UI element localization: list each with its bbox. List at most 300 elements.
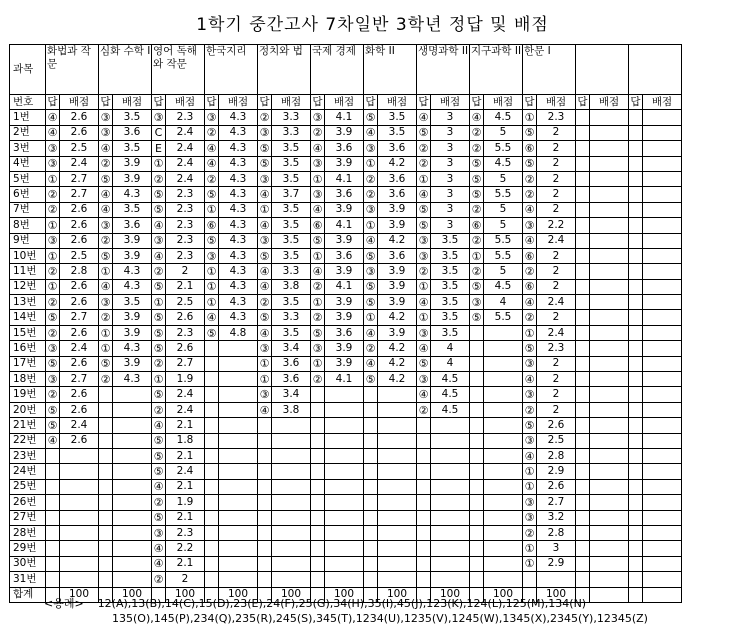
score-cell	[643, 433, 682, 448]
table-row	[10, 372, 682, 387]
answer-cell	[470, 495, 484, 510]
score-cell: 2.4	[537, 325, 576, 340]
answer-cell: ①	[99, 341, 113, 356]
score-cell: 3.9	[325, 125, 364, 140]
score-cell	[643, 141, 682, 156]
answer-cell	[258, 495, 272, 510]
answer-cell	[629, 448, 643, 463]
answer-cell: ①	[523, 556, 537, 571]
score-cell	[60, 510, 99, 525]
score-cell	[325, 448, 364, 463]
answer-cell: ⑥	[523, 279, 537, 294]
score-cell	[219, 387, 258, 402]
table-row	[10, 556, 682, 571]
answer-column-header: 답	[470, 95, 484, 110]
answer-cell: ⑤	[364, 279, 378, 294]
score-cell: 2.6	[60, 125, 99, 140]
score-cell	[378, 510, 417, 525]
question-number: 22번	[10, 433, 46, 448]
score-cell	[643, 556, 682, 571]
answer-cell: ④	[258, 325, 272, 340]
score-cell: 4.8	[219, 325, 258, 340]
answer-cell: ③	[364, 202, 378, 217]
score-cell: 4.3	[219, 110, 258, 125]
score-cell: 4.2	[378, 156, 417, 171]
score-column-header: 배점	[590, 95, 629, 110]
question-number: 10번	[10, 248, 46, 263]
score-cell: 3.5	[431, 248, 470, 263]
score-cell: 4.3	[113, 279, 152, 294]
score-cell: 3.6	[272, 356, 311, 371]
question-number: 9번	[10, 233, 46, 248]
subject-header-row	[10, 45, 682, 95]
score-cell: 3.3	[272, 264, 311, 279]
score-cell	[60, 525, 99, 540]
score-cell: 3.9	[378, 218, 417, 233]
score-cell: 5	[484, 125, 523, 140]
score-cell	[431, 525, 470, 540]
score-cell: 4.3	[219, 233, 258, 248]
answer-cell: ②	[46, 202, 60, 217]
answer-cell: ①	[523, 110, 537, 125]
total-value	[643, 587, 682, 602]
score-cell: 2.6	[60, 325, 99, 340]
answer-cell	[205, 341, 219, 356]
score-cell	[590, 464, 629, 479]
answer-cell: ③	[311, 156, 325, 171]
score-cell: 2.2	[166, 541, 205, 556]
score-cell	[643, 156, 682, 171]
score-cell	[484, 525, 523, 540]
score-cell	[590, 479, 629, 494]
score-cell	[643, 495, 682, 510]
answer-cell	[311, 448, 325, 463]
score-cell	[484, 418, 523, 433]
score-cell: 3.5	[272, 171, 311, 186]
answer-cell	[205, 510, 219, 525]
answer-cell: ⑤	[152, 448, 166, 463]
answer-cell	[576, 372, 590, 387]
score-cell: 2.4	[166, 464, 205, 479]
answer-column-header: 답	[46, 95, 60, 110]
answer-column-header: 답	[629, 95, 643, 110]
answer-cell: ④	[99, 187, 113, 202]
score-cell: 3.5	[431, 264, 470, 279]
answer-cell	[576, 433, 590, 448]
score-cell: 3	[431, 202, 470, 217]
score-cell	[272, 572, 311, 587]
answer-cell	[258, 464, 272, 479]
answer-cell: ②	[523, 171, 537, 186]
answer-cell: ③	[99, 218, 113, 233]
answer-cell	[576, 187, 590, 202]
answer-cell	[311, 387, 325, 402]
answer-cell: ①	[205, 295, 219, 310]
score-cell	[643, 479, 682, 494]
score-cell: 5	[484, 171, 523, 186]
score-cell	[590, 295, 629, 310]
answer-cell: ⑤	[470, 279, 484, 294]
score-cell	[484, 356, 523, 371]
answer-cell: ②	[205, 125, 219, 140]
score-cell	[378, 572, 417, 587]
score-cell: 3.6	[325, 325, 364, 340]
table-row	[10, 433, 682, 448]
table-row	[10, 495, 682, 510]
answer-cell: ②	[470, 233, 484, 248]
score-cell: 3.5	[272, 233, 311, 248]
answer-cell: ⑤	[205, 233, 219, 248]
score-cell	[219, 556, 258, 571]
answer-cell: ③	[311, 187, 325, 202]
table-row	[10, 218, 682, 233]
table-row	[10, 510, 682, 525]
answer-cell: ③	[523, 218, 537, 233]
table-row	[10, 264, 682, 279]
score-cell	[60, 479, 99, 494]
answer-cell	[629, 341, 643, 356]
question-number: 23번	[10, 448, 46, 463]
score-cell: 2	[537, 202, 576, 217]
score-cell: 3.5	[272, 202, 311, 217]
answer-cell: ②	[523, 187, 537, 202]
answer-cell: ②	[46, 325, 60, 340]
score-cell: 2.3	[166, 248, 205, 263]
answer-cell	[629, 110, 643, 125]
score-cell: 4.5	[431, 402, 470, 417]
subject-header	[576, 45, 629, 95]
answer-cell: ④	[152, 218, 166, 233]
answer-cell: ④	[417, 341, 431, 356]
table-row	[10, 541, 682, 556]
table-row	[10, 418, 682, 433]
answer-cell: ③	[152, 110, 166, 125]
answer-cell	[311, 556, 325, 571]
score-cell: 2.1	[166, 479, 205, 494]
subject-header	[629, 45, 682, 95]
score-cell: 3.9	[378, 202, 417, 217]
score-cell	[643, 387, 682, 402]
subject-column-label: 과목	[10, 45, 46, 95]
score-cell: 3	[431, 218, 470, 233]
score-cell	[643, 341, 682, 356]
answer-cell: ①	[46, 279, 60, 294]
score-cell: 5.5	[484, 233, 523, 248]
answer-cell	[576, 448, 590, 463]
answer-cell	[99, 495, 113, 510]
score-cell: 2.3	[166, 187, 205, 202]
answer-cell: ⑤	[417, 202, 431, 217]
answer-cell: ⑤	[46, 402, 60, 417]
answer-cell	[46, 479, 60, 494]
table-row	[10, 202, 682, 217]
answer-cell: ⑥	[311, 218, 325, 233]
score-cell	[272, 541, 311, 556]
score-cell: 3.5	[272, 248, 311, 263]
answer-cell: C	[152, 125, 166, 140]
score-cell	[113, 387, 152, 402]
score-cell	[590, 433, 629, 448]
question-number: 17번	[10, 356, 46, 371]
answer-cell: ④	[523, 202, 537, 217]
answer-cell: ①	[205, 202, 219, 217]
answer-cell: ⑥	[523, 248, 537, 263]
answer-cell	[576, 218, 590, 233]
score-cell: 3.9	[325, 202, 364, 217]
table-row	[10, 110, 682, 125]
score-cell: 3.5	[272, 325, 311, 340]
score-cell: 2.5	[537, 433, 576, 448]
answer-cell	[576, 356, 590, 371]
score-cell: 2.7	[537, 495, 576, 510]
score-cell	[643, 233, 682, 248]
score-cell: 2.3	[166, 233, 205, 248]
score-cell	[643, 448, 682, 463]
answer-cell	[258, 448, 272, 463]
score-cell: 4	[431, 356, 470, 371]
score-cell	[590, 372, 629, 387]
answer-cell: ④	[523, 295, 537, 310]
answer-cell	[576, 495, 590, 510]
question-number: 26번	[10, 495, 46, 510]
score-cell: 2.4	[166, 171, 205, 186]
answer-cell: ②	[99, 310, 113, 325]
answer-cell: ④	[152, 556, 166, 571]
score-cell: 4.1	[325, 110, 364, 125]
answer-cell	[576, 572, 590, 587]
score-cell: 2.3	[166, 110, 205, 125]
score-cell	[219, 510, 258, 525]
table-row	[10, 171, 682, 186]
score-cell	[590, 233, 629, 248]
table-row	[10, 248, 682, 263]
score-cell: 4.2	[378, 233, 417, 248]
answer-cell: ②	[46, 295, 60, 310]
answer-cell	[205, 356, 219, 371]
score-cell: 3.9	[113, 233, 152, 248]
score-cell: 4.3	[219, 248, 258, 263]
answer-cell	[258, 479, 272, 494]
score-cell: 2.3	[166, 325, 205, 340]
score-cell: 2	[537, 141, 576, 156]
answer-cell: ②	[417, 264, 431, 279]
answer-cell	[470, 433, 484, 448]
answer-cell	[576, 510, 590, 525]
answer-cell: ⑤	[417, 356, 431, 371]
answer-cell: ⑤	[152, 310, 166, 325]
score-cell	[378, 495, 417, 510]
score-cell: 4.3	[113, 372, 152, 387]
score-cell: 2	[537, 125, 576, 140]
total-value: 100	[272, 587, 311, 602]
answer-cell	[576, 418, 590, 433]
table-row	[10, 141, 682, 156]
score-cell: 3.9	[113, 325, 152, 340]
score-cell: 3.5	[272, 156, 311, 171]
score-cell: 3.3	[272, 310, 311, 325]
answer-cell: ①	[258, 202, 272, 217]
answer-cell: ⑤	[152, 387, 166, 402]
question-number: 14번	[10, 310, 46, 325]
score-cell	[484, 541, 523, 556]
score-cell: 3.3	[272, 110, 311, 125]
answer-cell	[364, 464, 378, 479]
question-number: 3번	[10, 141, 46, 156]
answer-cell	[629, 171, 643, 186]
answer-cell: ②	[523, 525, 537, 540]
score-cell: 4.1	[325, 279, 364, 294]
score-cell: 4.5	[484, 110, 523, 125]
answer-cell: ①	[46, 248, 60, 263]
score-cell: 2.1	[166, 418, 205, 433]
score-cell: 2	[166, 572, 205, 587]
answer-cell: ①	[152, 372, 166, 387]
answer-cell	[576, 310, 590, 325]
answer-cell	[576, 156, 590, 171]
question-number: 20번	[10, 402, 46, 417]
score-cell: 3.5	[113, 295, 152, 310]
score-cell: 2.1	[166, 556, 205, 571]
answer-cell	[99, 510, 113, 525]
answer-cell	[311, 479, 325, 494]
score-cell: 4.5	[484, 156, 523, 171]
answer-cell: ④	[417, 187, 431, 202]
answer-cell	[311, 525, 325, 540]
score-cell	[60, 541, 99, 556]
score-cell: 3.5	[431, 295, 470, 310]
score-cell: 2	[537, 187, 576, 202]
answer-cell: ③	[258, 125, 272, 140]
score-cell	[113, 448, 152, 463]
score-cell	[325, 525, 364, 540]
answer-cell: ①	[152, 295, 166, 310]
answer-cell	[629, 525, 643, 540]
table-row	[10, 125, 682, 140]
subject-header: 화법과 작문	[46, 45, 99, 95]
score-cell	[590, 448, 629, 463]
score-cell: 2.4	[166, 125, 205, 140]
answer-cell: ④	[417, 295, 431, 310]
answer-cell	[629, 556, 643, 571]
score-cell	[60, 464, 99, 479]
score-cell: 3.6	[272, 372, 311, 387]
answer-cell: ④	[311, 202, 325, 217]
question-number: 31번	[10, 572, 46, 587]
score-cell: 4.3	[219, 310, 258, 325]
answer-cell: ③	[417, 372, 431, 387]
question-number: 6번	[10, 187, 46, 202]
score-cell	[378, 402, 417, 417]
score-cell	[60, 556, 99, 571]
answer-cell: ④	[258, 218, 272, 233]
answer-cell: ⑤	[46, 310, 60, 325]
answer-cell: ②	[46, 264, 60, 279]
score-column-header: 배점	[113, 95, 152, 110]
answer-cell	[205, 372, 219, 387]
score-cell	[484, 572, 523, 587]
answer-cell	[311, 510, 325, 525]
answer-cell: ⑤	[523, 156, 537, 171]
answer-cell: ④	[417, 110, 431, 125]
score-cell	[643, 248, 682, 263]
answer-cell	[629, 479, 643, 494]
score-cell: 3.6	[378, 187, 417, 202]
score-cell: 2	[166, 264, 205, 279]
answer-cell: ③	[523, 433, 537, 448]
answer-cell	[99, 387, 113, 402]
answer-cell: ①	[470, 248, 484, 263]
score-cell	[113, 418, 152, 433]
answer-cell: ④	[258, 187, 272, 202]
score-cell: 5.5	[484, 310, 523, 325]
total-value: 100	[113, 587, 152, 602]
score-cell	[60, 572, 99, 587]
score-cell: 3.7	[272, 187, 311, 202]
score-column-header: 배점	[484, 95, 523, 110]
answer-cell	[470, 418, 484, 433]
answer-cell	[258, 418, 272, 433]
score-cell: 3.5	[113, 202, 152, 217]
score-cell: 4.2	[378, 341, 417, 356]
answer-score-header-row	[10, 95, 682, 110]
answer-cell	[576, 541, 590, 556]
answer-cell: ③	[364, 141, 378, 156]
answer-cell: ③	[258, 171, 272, 186]
answer-cell	[629, 125, 643, 140]
table-row	[10, 572, 682, 587]
score-cell	[643, 356, 682, 371]
answer-cell	[311, 495, 325, 510]
answer-cell	[99, 448, 113, 463]
question-number: 8번	[10, 218, 46, 233]
answer-column-header: 답	[364, 95, 378, 110]
score-cell: 3.9	[325, 295, 364, 310]
score-cell: 3.5	[113, 110, 152, 125]
answer-cell	[99, 525, 113, 540]
answer-cell	[205, 556, 219, 571]
answer-cell: ⑤	[364, 248, 378, 263]
answer-cell	[364, 479, 378, 494]
score-cell	[113, 464, 152, 479]
score-cell: 4.3	[219, 125, 258, 140]
score-cell	[219, 525, 258, 540]
answer-cell	[46, 556, 60, 571]
answer-cell: ①	[523, 464, 537, 479]
answer-cell: ①	[205, 264, 219, 279]
answer-cell	[364, 510, 378, 525]
answer-cell	[470, 464, 484, 479]
answer-cell	[629, 418, 643, 433]
subject-header: 한문 I	[523, 45, 576, 95]
answer-cell: ⑤	[311, 325, 325, 340]
answer-cell	[99, 541, 113, 556]
answer-cell	[629, 310, 643, 325]
score-cell	[431, 448, 470, 463]
answer-cell: ①	[311, 295, 325, 310]
table-row	[10, 310, 682, 325]
score-cell: 2.4	[166, 141, 205, 156]
answer-cell: ⑤	[99, 356, 113, 371]
answer-cell	[364, 433, 378, 448]
answer-cell	[576, 125, 590, 140]
score-cell: 3.5	[378, 125, 417, 140]
answer-cell	[470, 372, 484, 387]
score-cell	[643, 464, 682, 479]
answer-cell	[99, 556, 113, 571]
answer-cell	[99, 402, 113, 417]
answer-cell: ④	[99, 279, 113, 294]
score-cell	[590, 264, 629, 279]
